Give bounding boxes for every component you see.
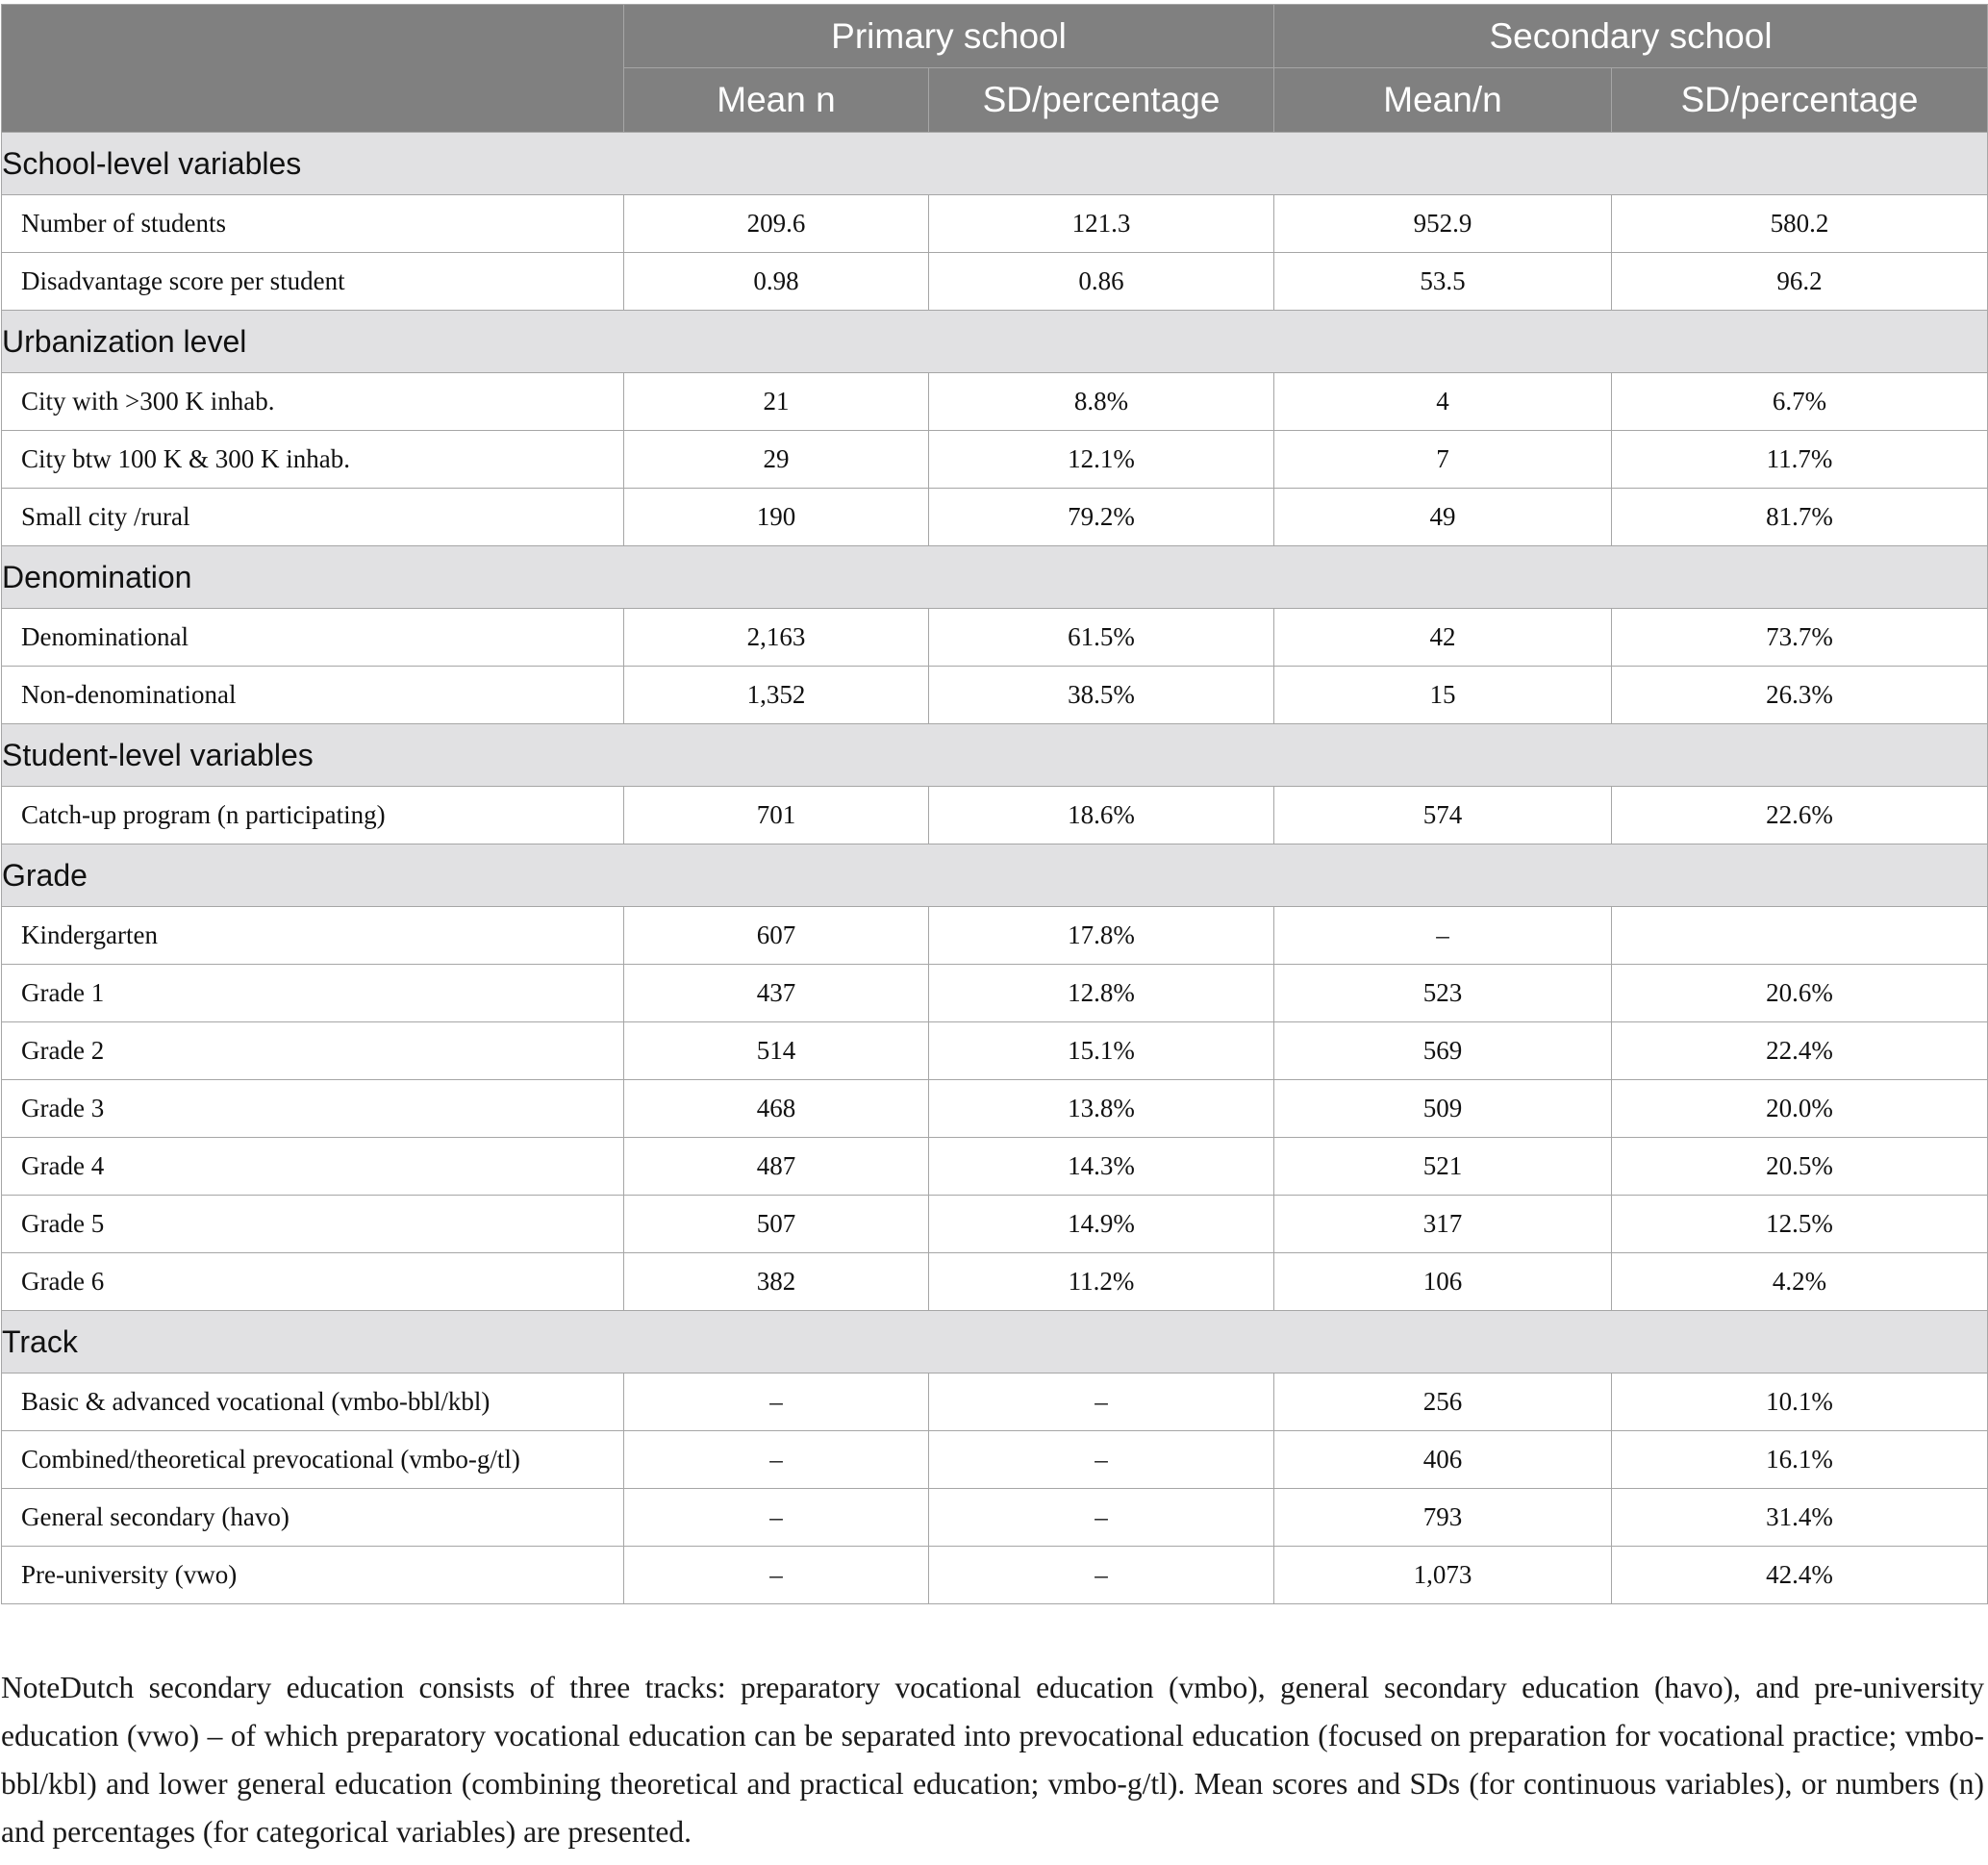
row-label: City with >300 K inhab. — [2, 373, 624, 431]
primary-mean-cell: – — [624, 1431, 929, 1489]
row-label: Grade 1 — [2, 965, 624, 1022]
secondary-mean-cell: 15 — [1274, 667, 1612, 724]
table-row — [2, 1138, 1988, 1196]
section-title: School-level variables — [2, 133, 1988, 195]
secondary-sd-cell: 4.2% — [1612, 1253, 1988, 1311]
subheader-secondary-sd: SD/percentage — [1612, 68, 1988, 133]
row-label: City btw 100 K & 300 K inhab. — [2, 431, 624, 489]
secondary-mean-cell: 42 — [1274, 609, 1612, 667]
primary-sd-cell: – — [929, 1374, 1274, 1431]
secondary-sd-cell: 96.2 — [1612, 253, 1988, 311]
row-label: Denominational — [2, 609, 624, 667]
primary-sd-cell: 18.6% — [929, 787, 1274, 844]
header-primary-school: Primary school — [624, 5, 1274, 68]
primary-sd-cell: 14.9% — [929, 1196, 1274, 1253]
secondary-sd-cell: 10.1% — [1612, 1374, 1988, 1431]
secondary-mean-cell: 256 — [1274, 1374, 1612, 1431]
secondary-sd-cell: 16.1% — [1612, 1431, 1988, 1489]
primary-sd-cell: 61.5% — [929, 609, 1274, 667]
primary-sd-cell: 15.1% — [929, 1022, 1274, 1080]
primary-sd-cell: 17.8% — [929, 907, 1274, 965]
section-row — [2, 1311, 1988, 1374]
table-row — [2, 1547, 1988, 1604]
subheader-primary-sd: SD/percentage — [929, 68, 1274, 133]
table-row — [2, 1196, 1988, 1253]
row-label: Grade 5 — [2, 1196, 624, 1253]
secondary-mean-cell: 509 — [1274, 1080, 1612, 1138]
primary-mean-cell: 507 — [624, 1196, 929, 1253]
primary-sd-cell: 14.3% — [929, 1138, 1274, 1196]
secondary-sd-cell: 20.6% — [1612, 965, 1988, 1022]
row-label: Grade 3 — [2, 1080, 624, 1138]
header-secondary-school: Secondary school — [1274, 5, 1988, 68]
row-label: Non-denominational — [2, 667, 624, 724]
primary-mean-cell: 437 — [624, 965, 929, 1022]
secondary-sd-cell: 26.3% — [1612, 667, 1988, 724]
section-row — [2, 844, 1988, 907]
row-label: Catch-up program (n participating) — [2, 787, 624, 844]
secondary-mean-cell: 4 — [1274, 373, 1612, 431]
primary-mean-cell: 21 — [624, 373, 929, 431]
table-row — [2, 667, 1988, 724]
primary-mean-cell: 29 — [624, 431, 929, 489]
secondary-mean-cell: 1,073 — [1274, 1547, 1612, 1604]
row-label: Basic & advanced vocational (vmbo-bbl/kbl) — [2, 1374, 624, 1431]
table-row — [2, 373, 1988, 431]
secondary-sd-cell: 42.4% — [1612, 1547, 1988, 1604]
section-title: Denomination — [2, 546, 1988, 609]
row-label: Number of students — [2, 195, 624, 253]
primary-mean-cell: 701 — [624, 787, 929, 844]
row-label: Grade 2 — [2, 1022, 624, 1080]
row-label: Disadvantage score per student — [2, 253, 624, 311]
secondary-mean-cell: 317 — [1274, 1196, 1612, 1253]
secondary-sd-cell: 22.4% — [1612, 1022, 1988, 1080]
secondary-mean-cell: 106 — [1274, 1253, 1612, 1311]
table-row — [2, 1080, 1988, 1138]
secondary-sd-cell: 22.6% — [1612, 787, 1988, 844]
section-row — [2, 133, 1988, 195]
table-note: NoteDutch secondary education consists of three tracks: preparatory vocational education (vmbo), general secondary education (havo), and pre-university education (vwo) – of which preparatory vocational education can be separated into prevocational education (focused on preparation for vocational practice; vmbo-bbl/kbl) and lower general education (combining theoretical and practical education; vmbo-g/tl). Mean scores and SDs (for continuous variables), or numbers (n) and percentages (for categorical variables) are presented. — [1, 1671, 1984, 1849]
primary-mean-cell: 514 — [624, 1022, 929, 1080]
section-row — [2, 724, 1988, 787]
primary-sd-cell: 11.2% — [929, 1253, 1274, 1311]
table-row — [2, 1253, 1988, 1311]
primary-sd-cell: 12.8% — [929, 965, 1274, 1022]
subheader-primary-mean: Mean n — [624, 68, 929, 133]
secondary-sd-cell: 73.7% — [1612, 609, 1988, 667]
primary-mean-cell: 0.98 — [624, 253, 929, 311]
secondary-sd-cell: 11.7% — [1612, 431, 1988, 489]
descriptives-table — [1, 4, 1988, 1604]
secondary-sd-cell: 81.7% — [1612, 489, 1988, 546]
table-row — [2, 489, 1988, 546]
secondary-mean-cell: 569 — [1274, 1022, 1612, 1080]
secondary-mean-cell: 521 — [1274, 1138, 1612, 1196]
primary-mean-cell: 382 — [624, 1253, 929, 1311]
header-empty-cell — [2, 5, 624, 133]
section-title: Student-level variables — [2, 724, 1988, 787]
table-row — [2, 965, 1988, 1022]
header-group-row — [2, 5, 1988, 68]
secondary-sd-cell: 20.5% — [1612, 1138, 1988, 1196]
secondary-mean-cell: 7 — [1274, 431, 1612, 489]
row-label: Grade 6 — [2, 1253, 624, 1311]
table-body — [2, 133, 1988, 1604]
subheader-secondary-mean: Mean/n — [1274, 68, 1612, 133]
secondary-sd-cell: 12.5% — [1612, 1196, 1988, 1253]
primary-mean-cell: 209.6 — [624, 195, 929, 253]
table-row — [2, 609, 1988, 667]
table-row — [2, 1022, 1988, 1080]
secondary-sd-cell: 20.0% — [1612, 1080, 1988, 1138]
primary-mean-cell: 190 — [624, 489, 929, 546]
primary-mean-cell: 1,352 — [624, 667, 929, 724]
table-row — [2, 787, 1988, 844]
table-row — [2, 1431, 1988, 1489]
table-row — [2, 431, 1988, 489]
primary-sd-cell: 13.8% — [929, 1080, 1274, 1138]
secondary-mean-cell: 952.9 — [1274, 195, 1612, 253]
primary-mean-cell: – — [624, 1489, 929, 1547]
secondary-mean-cell: – — [1274, 907, 1612, 965]
secondary-mean-cell: 793 — [1274, 1489, 1612, 1547]
primary-mean-cell: 2,163 — [624, 609, 929, 667]
section-title: Track — [2, 1311, 1988, 1374]
primary-mean-cell: 607 — [624, 907, 929, 965]
section-row — [2, 311, 1988, 373]
row-label: General secondary (havo) — [2, 1489, 624, 1547]
secondary-mean-cell: 49 — [1274, 489, 1612, 546]
table-row — [2, 1374, 1988, 1431]
table-row — [2, 195, 1988, 253]
secondary-mean-cell: 406 — [1274, 1431, 1612, 1489]
primary-sd-cell: 79.2% — [929, 489, 1274, 546]
section-row — [2, 546, 1988, 609]
secondary-sd-cell: 580.2 — [1612, 195, 1988, 253]
table-row — [2, 1489, 1988, 1547]
table-row — [2, 253, 1988, 311]
primary-mean-cell: 487 — [624, 1138, 929, 1196]
secondary-sd-cell: 6.7% — [1612, 373, 1988, 431]
secondary-sd-cell — [1612, 907, 1988, 965]
row-label: Grade 4 — [2, 1138, 624, 1196]
section-title: Grade — [2, 844, 1988, 907]
primary-sd-cell: – — [929, 1547, 1274, 1604]
secondary-sd-cell: 31.4% — [1612, 1489, 1988, 1547]
primary-sd-cell: – — [929, 1489, 1274, 1547]
secondary-mean-cell: 523 — [1274, 965, 1612, 1022]
section-title: Urbanization level — [2, 311, 1988, 373]
primary-sd-cell: 121.3 — [929, 195, 1274, 253]
primary-sd-cell: 0.86 — [929, 253, 1274, 311]
secondary-mean-cell: 53.5 — [1274, 253, 1612, 311]
row-label: Small city /rural — [2, 489, 624, 546]
row-label: Kindergarten — [2, 907, 624, 965]
secondary-mean-cell: 574 — [1274, 787, 1612, 844]
primary-sd-cell: – — [929, 1431, 1274, 1489]
primary-mean-cell: – — [624, 1547, 929, 1604]
primary-mean-cell: 468 — [624, 1080, 929, 1138]
row-label: Combined/theoretical prevocational (vmbo-g/tl) — [2, 1431, 624, 1489]
primary-sd-cell: 38.5% — [929, 667, 1274, 724]
primary-mean-cell: – — [624, 1374, 929, 1431]
primary-sd-cell: 8.8% — [929, 373, 1274, 431]
primary-sd-cell: 12.1% — [929, 431, 1274, 489]
table-row — [2, 907, 1988, 965]
row-label: Pre-university (vwo) — [2, 1547, 624, 1604]
